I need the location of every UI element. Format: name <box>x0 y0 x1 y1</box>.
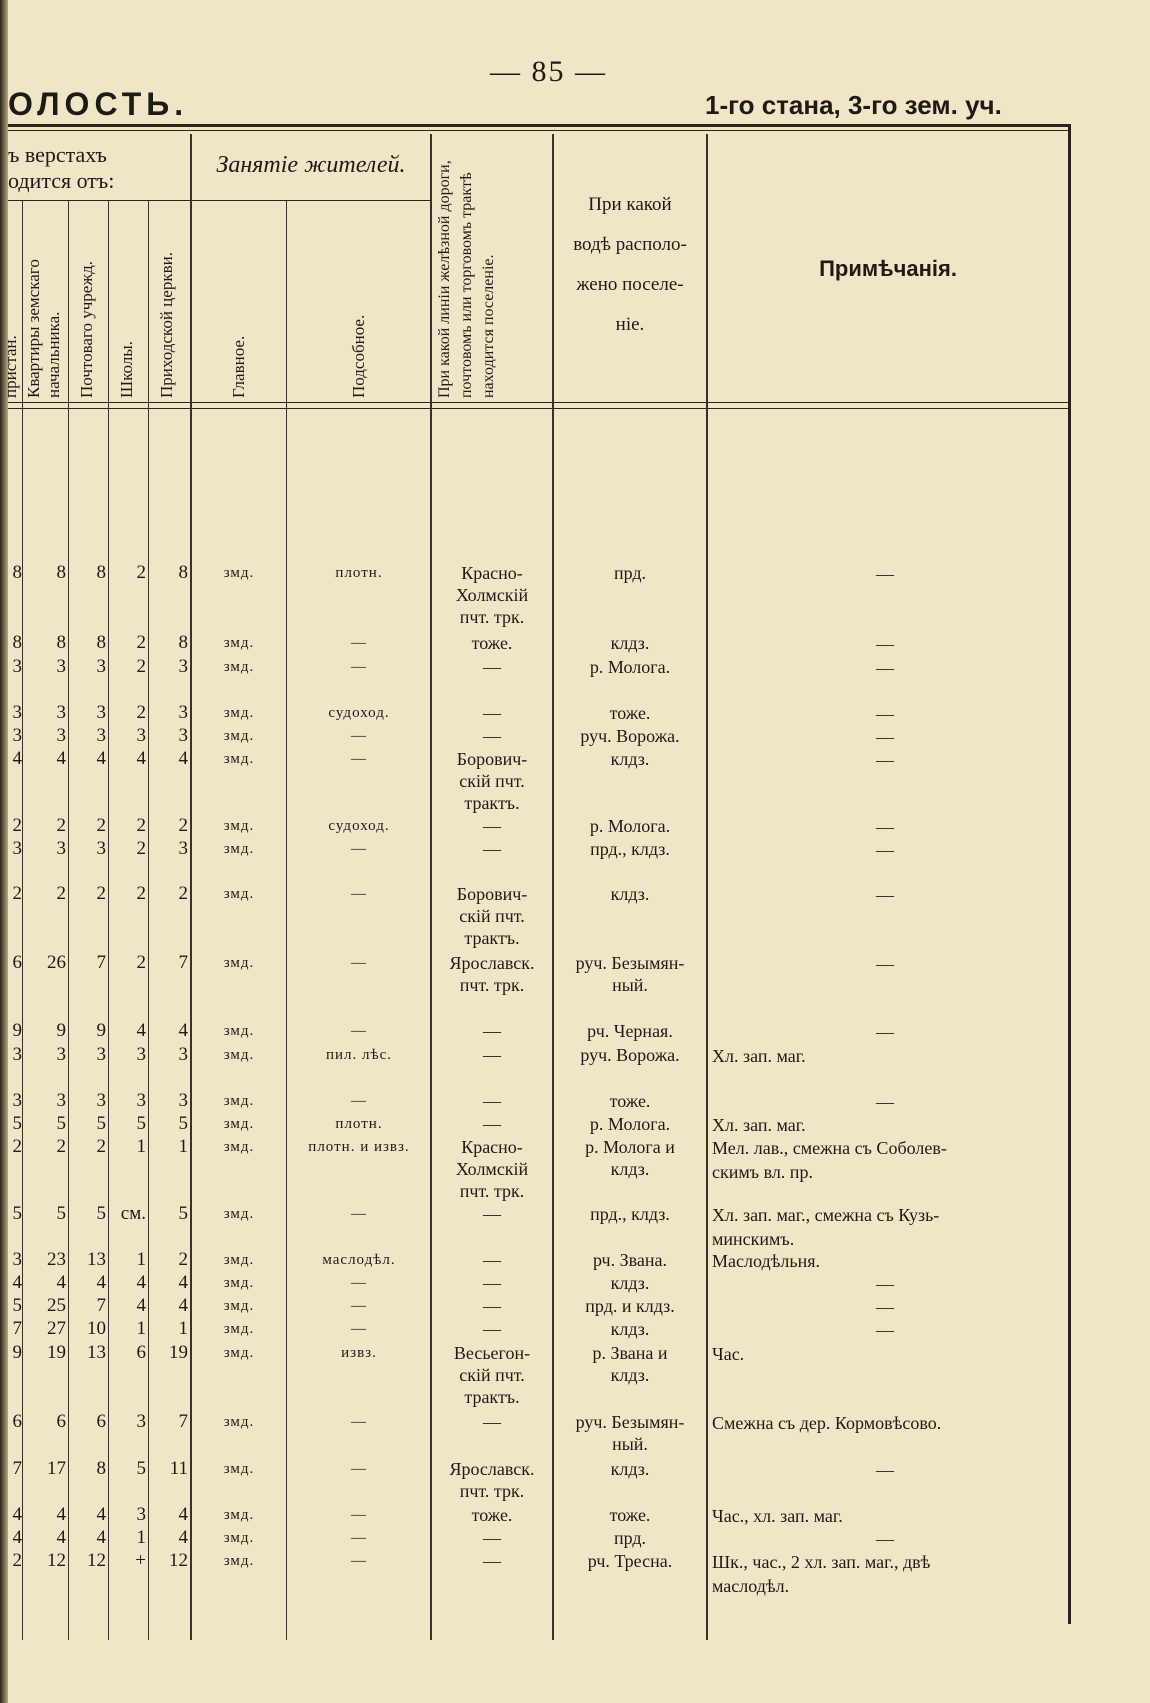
church-distance-cell: 3 <box>178 656 188 677</box>
school-distance-cell: 4 <box>136 748 146 769</box>
postal-header: Почтоваго учрежд. <box>77 261 96 398</box>
aux-occupation-cell: плотн. <box>335 565 383 581</box>
church-distance-cell: 1 <box>178 1318 188 1339</box>
main-occupation-cell: змд. <box>223 565 255 581</box>
aux-occupation-cell: — <box>351 1321 367 1337</box>
note-cell: Смежна съ дер. Кормовѣсово. <box>712 1413 942 1433</box>
main-occupation-cell: змд. <box>223 818 255 834</box>
main-occupation-cell: змд. <box>223 1252 255 1268</box>
water-cell: клдз. <box>610 884 650 904</box>
stub-cell: 4 <box>12 748 22 769</box>
col-line <box>108 200 109 1640</box>
postal-distance-cell: 3 <box>96 838 106 859</box>
water-cell: прд. <box>613 563 647 583</box>
postal-distance-cell: 2 <box>96 883 106 904</box>
church-distance-cell: 4 <box>178 1504 188 1525</box>
stub-cell: 3 <box>12 1090 22 1111</box>
postal-distance-cell: 7 <box>96 1295 106 1316</box>
zemsky-distance-cell: 19 <box>47 1342 66 1363</box>
aux-occupation-cell: — <box>351 841 367 857</box>
school-distance-cell: 1 <box>136 1249 146 1270</box>
church-distance-cell: 2 <box>178 815 188 836</box>
aux-occupation-cell: — <box>351 1461 367 1477</box>
road-cell: — <box>483 1296 501 1316</box>
church-distance-cell: 3 <box>178 1090 188 1111</box>
zemsky-distance-cell: 3 <box>56 656 66 677</box>
note-cell: Хл. зап. маг., смежна съ Кузь- минскимъ. <box>712 1205 940 1249</box>
page-title: ОЛОСТЬ. <box>8 86 189 122</box>
note-cell: — <box>876 1320 894 1340</box>
aux-occupation-cell: плотн. и извз. <box>308 1139 410 1155</box>
water-cell: р. Молога. <box>589 1114 671 1134</box>
school-distance-cell: 2 <box>136 815 146 836</box>
stub-cell: 4 <box>12 1272 22 1293</box>
main-occupation-cell: змд. <box>223 1553 255 1569</box>
occupation-rule <box>192 200 430 201</box>
stub-cell: 8 <box>12 562 22 583</box>
aux-occupation-cell: — <box>351 1093 367 1109</box>
zemsky-distance-cell: 23 <box>47 1249 66 1270</box>
main-occupation-cell: змд. <box>223 955 255 971</box>
distance-rule <box>8 200 190 201</box>
postal-distance-cell: 3 <box>96 725 106 746</box>
stub-cell: 5 <box>12 1203 22 1224</box>
stub-cell: 6 <box>12 952 22 973</box>
postal-distance-cell: 3 <box>96 1044 106 1065</box>
aux-occupation-cell: извз. <box>341 1345 377 1361</box>
col-line <box>22 200 23 1640</box>
main-occupation-cell: змд. <box>223 1093 255 1109</box>
road-cell: Борович- скій пчт. трактъ. <box>456 749 528 813</box>
aux-occupation-cell: — <box>351 1414 367 1430</box>
school-distance-cell: 1 <box>136 1527 146 1548</box>
aux-occupation-cell: — <box>351 1553 367 1569</box>
church-distance-cell: 5 <box>178 1203 188 1224</box>
water-cell: руч. Ворожа. <box>580 1045 680 1065</box>
water-cell: клдз. <box>610 633 650 653</box>
aux-occupation-header: Подсобное. <box>349 314 368 398</box>
notes-header: Примѣчанія. <box>819 256 957 281</box>
road-cell: — <box>483 1412 501 1432</box>
main-occupation-cell: змд. <box>223 1461 255 1477</box>
col-line <box>706 134 708 1640</box>
zemsky-distance-cell: 3 <box>56 1090 66 1111</box>
note-cell: Маслодѣльня. <box>712 1251 820 1271</box>
zemsky-distance-cell: 5 <box>56 1113 66 1134</box>
main-occupation-cell: змд. <box>223 1414 255 1430</box>
road-cell: Борович- скій пчт. трактъ. <box>456 884 528 948</box>
header-bottom-rule-2 <box>8 408 1068 409</box>
note-cell: — <box>876 564 894 584</box>
main-occupation-cell: змд. <box>223 886 255 902</box>
stub-cell: 7 <box>12 1318 22 1339</box>
postal-distance-cell: 6 <box>96 1411 106 1432</box>
church-header: Приходской церкви. <box>157 252 176 398</box>
school-distance-cell: 2 <box>136 883 146 904</box>
road-cell: Весьегон- скій пчт. трактъ. <box>453 1343 531 1407</box>
main-occupation-cell: змд. <box>223 841 255 857</box>
zemsky-distance-cell: 8 <box>56 562 66 583</box>
postal-distance-cell: 4 <box>96 1527 106 1548</box>
water-cell: р. Молога и клдз. <box>585 1137 675 1179</box>
water-cell: р. Молога. <box>589 657 671 677</box>
road-cell: Красно- Холмскій пчт. трк. <box>455 1137 529 1201</box>
postal-distance-cell: 10 <box>87 1318 106 1339</box>
water-cell: рч. Черная. <box>587 1021 673 1041</box>
note-cell: — <box>876 727 894 747</box>
water-cell: р. Звана и клдз. <box>592 1343 668 1385</box>
church-distance-cell: 4 <box>178 1020 188 1041</box>
postal-distance-cell: 3 <box>96 656 106 677</box>
stub-cell: 7 <box>12 1458 22 1479</box>
postal-distance-cell: 5 <box>96 1113 106 1134</box>
postal-distance-cell: 13 <box>87 1342 106 1363</box>
aux-occupation-cell: — <box>351 886 367 902</box>
main-occupation-cell: змд. <box>223 1116 255 1132</box>
zemsky-distance-cell: 4 <box>56 748 66 769</box>
road-cell: — <box>483 816 501 836</box>
stub-fragment-header: пристан. <box>1 335 20 398</box>
church-distance-cell: 3 <box>178 1044 188 1065</box>
road-cell: — <box>483 726 501 746</box>
postal-distance-cell: 5 <box>96 1203 106 1224</box>
main-occupation-header: Главное. <box>229 335 248 398</box>
zemsky-distance-cell: 9 <box>56 1020 66 1041</box>
road-cell: — <box>483 1114 501 1134</box>
aux-occupation-cell: — <box>351 955 367 971</box>
road-cell: — <box>483 1528 501 1548</box>
church-distance-cell: 12 <box>169 1550 188 1571</box>
road-cell: Красно- Холмскій пчт. трк. <box>455 563 529 627</box>
stub-cell: 4 <box>12 1504 22 1525</box>
road-cell: — <box>483 1091 501 1111</box>
church-distance-cell: 19 <box>169 1342 188 1363</box>
zemsky-distance-cell: 2 <box>56 883 66 904</box>
zemsky-distance-cell: 8 <box>56 632 66 653</box>
main-occupation-cell: змд. <box>223 1047 255 1063</box>
school-distance-cell: 3 <box>136 725 146 746</box>
note-cell: Хл. зап. маг. <box>712 1115 806 1135</box>
church-distance-cell: 11 <box>169 1458 188 1479</box>
zemsky-distance-cell: 4 <box>56 1527 66 1548</box>
aux-occupation-cell: пил. лѣс. <box>325 1047 393 1063</box>
zemsky-distance-cell: 6 <box>56 1411 66 1432</box>
road-cell: — <box>483 1021 501 1041</box>
right-border <box>1068 124 1071 1624</box>
church-distance-cell: 8 <box>178 632 188 653</box>
water-cell: прд., клдз. <box>590 839 670 859</box>
school-distance-cell: 2 <box>136 952 146 973</box>
main-occupation-cell: змд. <box>223 1345 255 1361</box>
school-header: Школы. <box>117 341 136 398</box>
road-cell: — <box>483 1273 501 1293</box>
water-cell: руч. Ворожа. <box>580 726 680 746</box>
water-cell: руч. Безымян- ный. <box>575 953 685 995</box>
water-cell: прд. и клдз. <box>585 1296 675 1316</box>
main-occupation-cell: змд. <box>223 1023 255 1039</box>
main-occupation-cell: змд. <box>223 659 255 675</box>
road-cell: тоже. <box>471 1505 513 1525</box>
water-cell: р. Молога. <box>589 816 671 836</box>
main-occupation-cell: змд. <box>223 1321 255 1337</box>
note-cell: Мел. лав., смежна съ Соболев- скимъ вл. пр. <box>712 1138 947 1182</box>
zemsky-distance-cell: 12 <box>47 1550 66 1571</box>
main-occupation-cell: змд. <box>223 635 255 651</box>
water-header: При какой водѣ располо- жено поселе- ніе. <box>573 194 687 335</box>
water-cell: рч. Тресна. <box>587 1551 673 1571</box>
school-distance-cell: 2 <box>136 562 146 583</box>
school-distance-cell: 1 <box>136 1136 146 1157</box>
page-binding-shadow <box>0 0 8 1703</box>
note-cell: — <box>876 1274 894 1294</box>
postal-distance-cell: 4 <box>96 748 106 769</box>
main-occupation-cell: змд. <box>223 751 255 767</box>
main-occupation-cell: змд. <box>223 1507 255 1523</box>
note-cell: Шк., час., 2 хл. зап. маг., двѣ маслодѣл. <box>712 1552 931 1596</box>
note-cell: — <box>876 1460 894 1480</box>
postal-distance-cell: 4 <box>96 1504 106 1525</box>
school-distance-cell: 2 <box>136 838 146 859</box>
col-line <box>286 200 287 1640</box>
road-cell: — <box>483 1319 501 1339</box>
zemsky-distance-cell: 26 <box>47 952 66 973</box>
church-distance-cell: 5 <box>178 1113 188 1134</box>
church-distance-cell: 4 <box>178 748 188 769</box>
postal-distance-cell: 3 <box>96 1090 106 1111</box>
zemsky-distance-cell: 3 <box>56 1044 66 1065</box>
aux-occupation-cell: плотн. <box>335 1116 383 1132</box>
distance-group-header: ъ верстахъ одится отъ: <box>8 142 115 193</box>
aux-occupation-cell: — <box>351 728 367 744</box>
note-cell: — <box>876 840 894 860</box>
school-distance-cell: 1 <box>136 1318 146 1339</box>
stub-cell: 9 <box>12 1020 22 1041</box>
stub-cell: 2 <box>12 815 22 836</box>
school-distance-cell: 3 <box>136 1411 146 1432</box>
page-number: — 85 — <box>490 55 607 88</box>
note-cell: — <box>876 885 894 905</box>
col-line <box>148 200 149 1640</box>
water-cell: тоже. <box>609 703 651 723</box>
school-distance-cell: см. <box>120 1203 146 1224</box>
note-cell: — <box>876 750 894 770</box>
col-line <box>68 200 69 1640</box>
school-distance-cell: 3 <box>136 1044 146 1065</box>
aux-occupation-cell: — <box>351 751 367 767</box>
road-cell: Ярославск. пчт. трк. <box>449 1459 535 1501</box>
water-cell: клдз. <box>610 749 650 769</box>
zemsky-distance-cell: 27 <box>47 1318 66 1339</box>
church-distance-cell: 4 <box>178 1295 188 1316</box>
school-distance-cell: 2 <box>136 632 146 653</box>
postal-distance-cell: 13 <box>87 1249 106 1270</box>
zemsky-distance-cell: 25 <box>47 1295 66 1316</box>
water-cell: тоже. <box>609 1091 651 1111</box>
road-cell: — <box>483 1045 501 1065</box>
stub-cell: 3 <box>12 702 22 723</box>
zemsky-distance-cell: 3 <box>56 725 66 746</box>
zemsky-distance-cell: 4 <box>56 1504 66 1525</box>
stub-cell: 3 <box>12 838 22 859</box>
stub-cell: 6 <box>12 1411 22 1432</box>
note-cell: — <box>876 954 894 974</box>
main-occupation-cell: змд. <box>223 1206 255 1222</box>
aux-occupation-cell: — <box>351 1275 367 1291</box>
water-cell: прд. <box>613 1528 647 1548</box>
stub-cell: 3 <box>12 656 22 677</box>
stub-cell: 2 <box>12 1550 22 1571</box>
church-distance-cell: 8 <box>178 562 188 583</box>
aux-occupation-cell: — <box>351 1530 367 1546</box>
road-cell: — <box>483 657 501 677</box>
main-occupation-cell: змд. <box>223 705 255 721</box>
water-cell: рч. Звана. <box>593 1250 667 1270</box>
water-cell: прд., клдз. <box>590 1204 670 1224</box>
stub-cell: 2 <box>12 1136 22 1157</box>
note-cell: — <box>876 1092 894 1112</box>
road-cell: тоже. <box>471 633 513 653</box>
road-cell: — <box>483 1204 501 1224</box>
aux-occupation-cell: — <box>351 659 367 675</box>
header-bottom-rule <box>8 402 1068 403</box>
aux-occupation-cell: судоход. <box>328 705 390 721</box>
church-distance-cell: 2 <box>178 883 188 904</box>
note-cell: — <box>876 704 894 724</box>
stub-cell: 5 <box>12 1113 22 1134</box>
zemsky-distance-cell: 2 <box>56 1136 66 1157</box>
aux-occupation-cell: — <box>351 1298 367 1314</box>
school-distance-cell: 5 <box>136 1113 146 1134</box>
note-cell: Хл. зап. маг. <box>712 1046 806 1066</box>
zemsky-distance-cell: 2 <box>56 815 66 836</box>
district-label: 1-го стана, 3-го зем. уч. <box>705 90 1002 120</box>
zemsky-distance-cell: 5 <box>56 1203 66 1224</box>
zemsky-distance-cell: 3 <box>56 702 66 723</box>
church-distance-cell: 3 <box>178 725 188 746</box>
road-cell: — <box>483 839 501 859</box>
stub-cell: 2 <box>12 883 22 904</box>
postal-distance-cell: 8 <box>96 562 106 583</box>
school-distance-cell: 6 <box>136 1342 146 1363</box>
church-distance-cell: 7 <box>178 1411 188 1432</box>
main-occupation-cell: змд. <box>223 1275 255 1291</box>
top-rule <box>8 124 1068 127</box>
zemsky-distance-cell: 3 <box>56 838 66 859</box>
postal-distance-cell: 3 <box>96 702 106 723</box>
stub-cell: 3 <box>12 1249 22 1270</box>
aux-occupation-cell: — <box>351 1206 367 1222</box>
school-distance-cell: 5 <box>136 1458 146 1479</box>
school-distance-cell: 4 <box>136 1020 146 1041</box>
main-occupation-cell: змд. <box>223 1298 255 1314</box>
note-cell: — <box>876 1022 894 1042</box>
postal-distance-cell: 9 <box>96 1020 106 1041</box>
water-cell: клдз. <box>610 1459 650 1479</box>
water-cell: тоже. <box>609 1505 651 1525</box>
school-distance-cell: 4 <box>136 1295 146 1316</box>
school-distance-cell: 2 <box>136 656 146 677</box>
stub-cell: 9 <box>12 1342 22 1363</box>
road-cell: Ярославск. пчт. трк. <box>449 953 535 995</box>
note-cell: — <box>876 1297 894 1317</box>
water-cell: клдз. <box>610 1319 650 1339</box>
aux-occupation-cell: судоход. <box>328 818 390 834</box>
postal-distance-cell: 7 <box>96 952 106 973</box>
zemsky-distance-cell: 4 <box>56 1272 66 1293</box>
main-occupation-cell: змд. <box>223 1530 255 1546</box>
postal-distance-cell: 2 <box>96 1136 106 1157</box>
note-cell: — <box>876 658 894 678</box>
road-cell: — <box>483 1551 501 1571</box>
school-distance-cell: + <box>135 1550 146 1571</box>
school-distance-cell: 4 <box>136 1272 146 1293</box>
stub-cell: 3 <box>12 725 22 746</box>
note-cell: — <box>876 634 894 654</box>
stub-cell: 4 <box>12 1527 22 1548</box>
aux-occupation-cell: — <box>351 1023 367 1039</box>
water-cell: клдз. <box>610 1273 650 1293</box>
note-cell: — <box>876 817 894 837</box>
stub-cell: 5 <box>12 1295 22 1316</box>
church-distance-cell: 4 <box>178 1272 188 1293</box>
note-cell: Час., хл. зап. маг. <box>712 1506 843 1526</box>
church-distance-cell: 3 <box>178 838 188 859</box>
postal-distance-cell: 2 <box>96 815 106 836</box>
postal-distance-cell: 12 <box>87 1550 106 1571</box>
water-cell: руч. Безымян- ный. <box>575 1412 685 1454</box>
note-cell: Час. <box>712 1344 745 1364</box>
aux-occupation-cell: — <box>351 635 367 651</box>
top-rule-thin <box>8 130 1068 131</box>
main-occupation-cell: змд. <box>223 728 255 744</box>
church-distance-cell: 1 <box>178 1136 188 1157</box>
stub-cell: 3 <box>12 1044 22 1065</box>
stub-cell: 8 <box>12 632 22 653</box>
aux-occupation-cell: маслодѣл. <box>322 1252 396 1268</box>
postal-distance-cell: 4 <box>96 1272 106 1293</box>
postal-distance-cell: 8 <box>96 1458 106 1479</box>
school-distance-cell: 3 <box>136 1090 146 1111</box>
road-cell: — <box>483 703 501 723</box>
aux-occupation-cell: — <box>351 1507 367 1523</box>
church-distance-cell: 4 <box>178 1527 188 1548</box>
postal-distance-cell: 8 <box>96 632 106 653</box>
occupation-header: Занятіе жителей. <box>216 152 406 178</box>
church-distance-cell: 2 <box>178 1249 188 1270</box>
church-distance-cell: 7 <box>178 952 188 973</box>
zemsky-header: Квартиры земскаго начальника. <box>24 259 63 398</box>
zemsky-distance-cell: 17 <box>47 1458 66 1479</box>
school-distance-cell: 2 <box>136 702 146 723</box>
school-distance-cell: 3 <box>136 1504 146 1525</box>
main-occupation-cell: змд. <box>223 1139 255 1155</box>
road-cell: — <box>483 1250 501 1270</box>
road-header: При какой линіи желѣзной дороги, почтовомъ или торговомъ трактѣ находится поселеніе. <box>436 160 497 398</box>
note-cell: — <box>876 1529 894 1549</box>
church-distance-cell: 3 <box>178 702 188 723</box>
